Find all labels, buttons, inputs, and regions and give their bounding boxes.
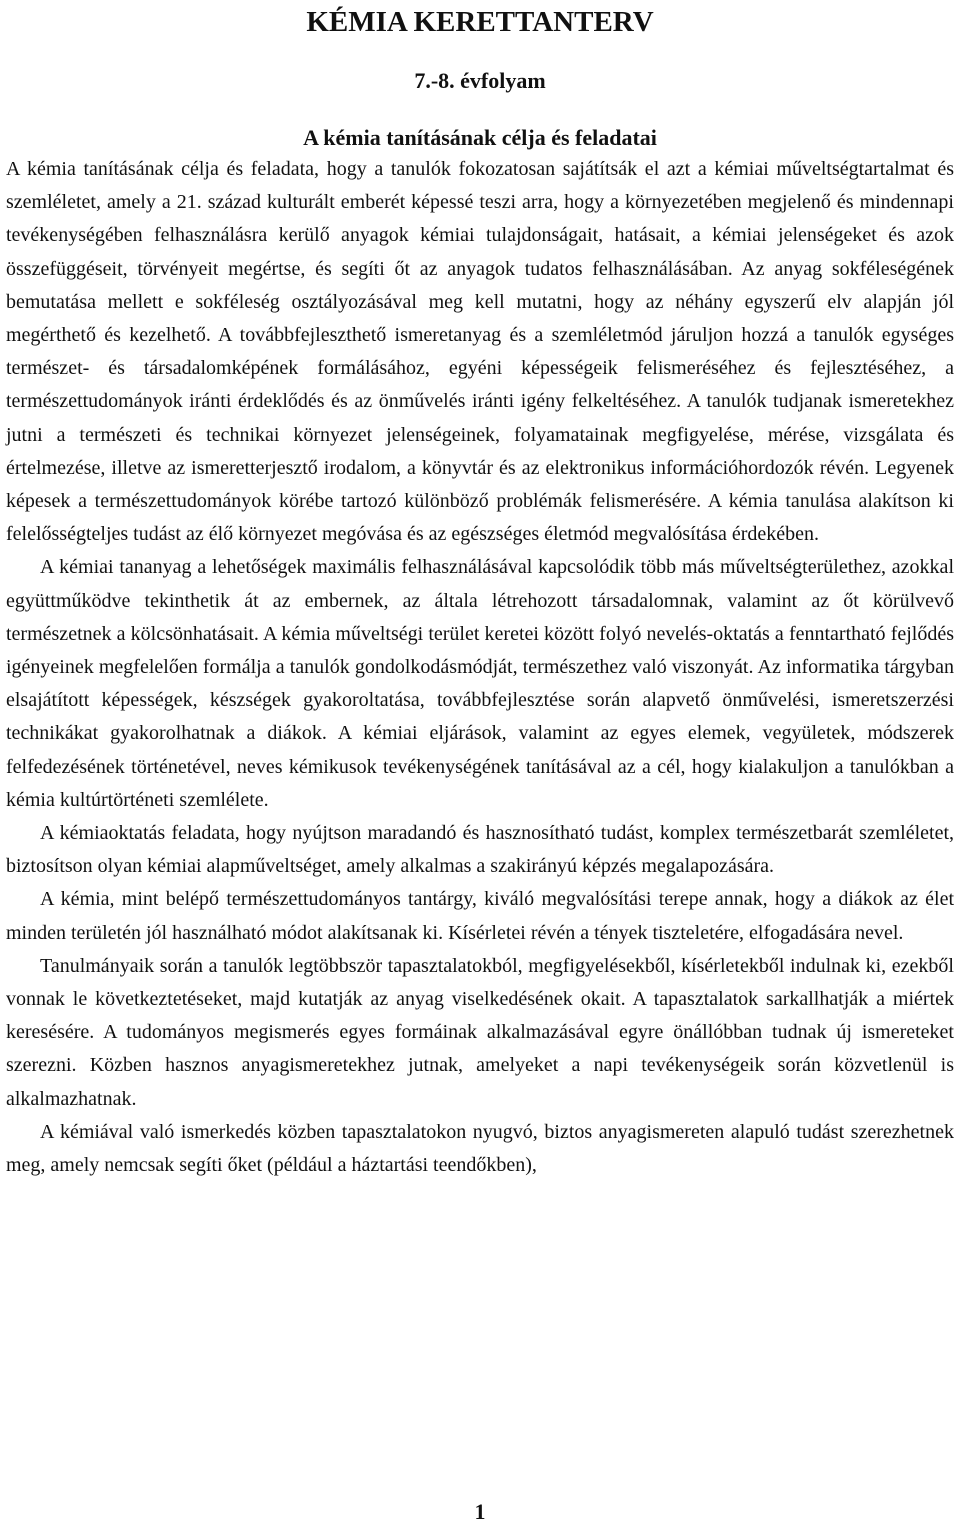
page-number: 1 (474, 1499, 486, 1524)
grade-level: 7.-8. évfolyam (414, 68, 546, 93)
paragraph-curriculum-links: A kémiai tananyag a lehetőségek maximális felhasználásával kapcsolódik több más műveltségterülethez, azokkal együttműködve tekinthetik át az embernek, az általa létrehozott társadalomnak, valamint az őt körülvevő természetnek a kölcsönhatásait. A kémia műveltségi terület keretei között folyó nevelés-oktatás a fenntartható fejlődés igényeinek megfelelően formálja a tanulók gondolkodásmódját, természethez való viszonyát. Az informatika tárgyban elsajátított képességek, készségek gyakoroltatása, továbbfejlesztése során alapvető önművelési, ismeretszerzési technikákat gyakorolhatnak a diákok. A kémiai eljárások, valamint az egyes elemek, vegyületek, módszerek felfedezésének történetével, neves kémikusok tevékenységének tanításával az a cél, hogy kialakuljon a tanulókban a kémia kultúrtörténeti szemlélete. (6, 556, 954, 811)
section-heading: A kémia tanításának célja és feladatai (303, 125, 657, 150)
paragraph-material-knowledge: A kémiával való ismerkedés közben tapasztalatokon nyugvó, biztos anyagismereten alapuló tudást szerezhetnek meg, amely nemcsak segíti őket (például a háztartási teendőkben), (6, 1120, 954, 1177)
paragraph-intro: A kémia tanításának célja és feladata, hogy a tanulók fokozatosan sajátítsák el azt a kémiai műveltségtartalmat és szemléletet, amely a 21. század kulturált emberét képessé teszi arra, hogy a környezetében megjelenő és mindennapi tevékenységében felhasználásra kerülő anyagok kémiai tulajdonságait, hatásait, a kémiai jelenségeket és azok összefüggéseit, törvényeit megértse, és segíti őt az anyagok tudatos felhasználásában. Az anyag sokféleségének bemutatása mellett e sokféleség osztályozásával meg kell mutatni, hogy az néhány egyszerű elv alapján jól megérthető és kezelhető. A továbbfejleszthető ismeretanyag és a szemléletmód járuljon hozzá a tanulók egységes természet- és társadalomképének formálásához, egyéni képességeik felismeréséhez és fejlesztéséhez, a természettudományok iránti érdeklődés és az önművelés iránti igény felkeltéséhez. A tanulók tudjanak ismeretekhez jutni a természeti és technikai környezet jelenségeinek, folyamatainak megfigyelése, mérése, vizsgálata és értelmezése, illetve az ismeretterjesztő irodalom, a könyvtár és az elektronikus információhordozók révén. Legyenek képesek a természettudományok körébe tartozó különböző problémák felismerésére. A kémia tanulása alakítson ki felelősségteljes tudást az élő környezet megóvása és az egészséges életmód megvalósítása érdekében. (6, 158, 954, 546)
paragraph-experiences: Tanulmányaik során a tanulók legtöbbször tapasztalatokból, megfigyelésekből, kísérletekből indulnak ki, ezekből vonnak le következtetéseket, majd kutatják az anyag viselkedésének okait. A tapasztalatok sarkallhatják a miértek keresésére. A tudományos megismerés egyes formáinak alkalmazásával egyre önállóbban tudnak új ismereteket szerezni. Közben hasznos anyagismeretekhez jutnak, amelyeket a napi tevékenységeik során közvetlenül is alkalmazhatnak. (6, 954, 954, 1110)
paragraph-entry-subject: A kémia, mint belépő természettudományos tantárgy, kiváló megvalósítási terepe annak, hogy a diákok az élet minden területén jól használható módot alakítsanak ki. Kísérletei révén a tények tiszteletére, elfogadására nevel. (6, 888, 954, 944)
document-body (6, 153, 954, 1182)
paragraph-teaching-task: A kémiaoktatás feladata, hogy nyújtson maradandó és hasznosítható tudást, komplex természetbarát szemléletet, biztosítson olyan kémiai alapműveltséget, amely alkalmas a szakirányú képzés megalapozására. (6, 822, 954, 878)
document-title: KÉMIA KERETTANTERV (306, 6, 654, 38)
